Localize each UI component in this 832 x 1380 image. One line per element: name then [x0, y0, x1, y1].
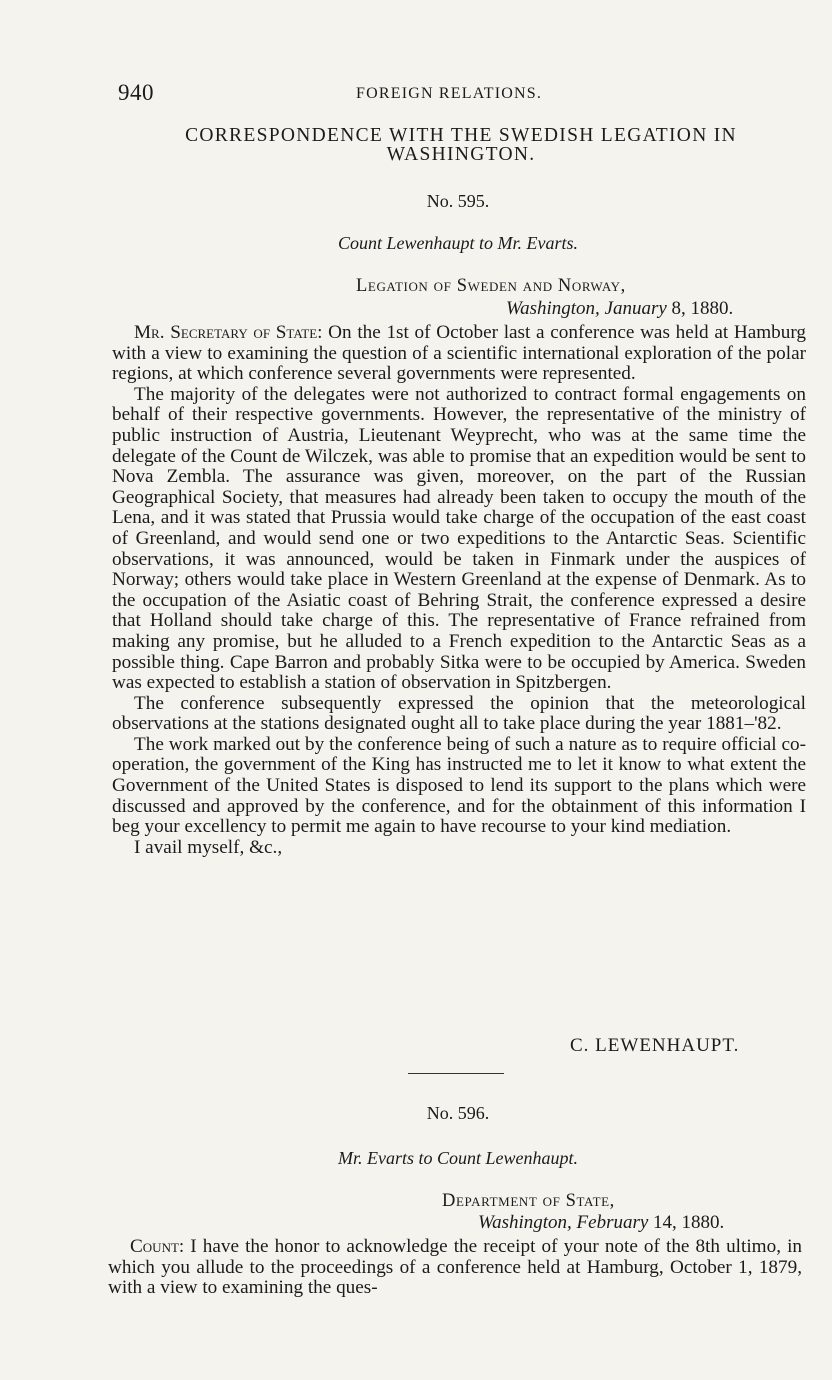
- doc-596-address-line: Department of State,: [442, 1191, 615, 1211]
- section-divider: [408, 1073, 504, 1074]
- doc-595-dateline: [506, 298, 796, 320]
- doc-595-signature: C. LEWENHAUPT.: [570, 1035, 740, 1056]
- doc-596-address: [442, 1191, 792, 1212]
- doc-596-body: [108, 1237, 802, 1299]
- running-head: [118, 80, 802, 110]
- doc-595-address: [356, 276, 786, 297]
- doc-595-number: No. 595.: [426, 191, 490, 211]
- doc-596-number: No. 596.: [426, 1103, 490, 1123]
- doc-595-salutation: Mr. Secretary of State: [134, 322, 318, 343]
- doc-595-date: 8, 1880.: [671, 298, 734, 319]
- doc-595-address-line: Legation of Sweden and Norway,: [356, 276, 626, 296]
- running-title: FOREIGN RELATIONS.: [356, 85, 543, 102]
- section-title: [116, 126, 806, 164]
- doc-596-salutation: Count: [130, 1236, 179, 1257]
- doc-596-date: 14, 1880.: [653, 1212, 725, 1233]
- doc-596-paragraph-1-text: : I have the honor to acknowledge the receipt of your note of the 8th ultimo, in which you allude to the proceedings of a conference held at Hamburg, October 1, 1879, with a view to examining the ques-: [108, 1236, 802, 1299]
- doc-596-paragraph-1: [108, 1237, 802, 1299]
- doc-595-place: Washington, January: [506, 298, 667, 319]
- doc-596-dateline: [478, 1212, 788, 1234]
- doc-595-closing: I avail myself, &c.,: [134, 836, 283, 858]
- doc-595-paragraph-3: The conference subsequently expressed the opinion that the meteorological observations at the stations designated ought all to take place during the year 1881–'82.: [112, 692, 806, 735]
- section-title-line-2: WASHINGTON.: [386, 144, 536, 165]
- doc-595-body: [112, 323, 806, 858]
- doc-595-paragraph-1-text: : On the 1st of October last a conference was held at Hamburg with a view to examining the question of a scientific international exploration of the polar regions, at which conference several governments were represented.: [112, 322, 806, 385]
- doc-595-paragraph-4: The work marked out by the conference being of such a nature as to require official co-operation, the government of the King has instructed me to let it know to what extent the Government of the United States is disposed to lend its support to the plans which were discussed and approved by the conference, and for the obtainment of this information I beg your excellency to permit me again to have recourse to your kind mediation.: [112, 733, 806, 838]
- page-number: 940: [118, 80, 154, 105]
- doc-595-paragraph-1: [112, 323, 806, 385]
- doc-595-paragraph-2: The majority of the delegates were not authorized to contract formal engagements on behalf of their respective governments. However, the representative of the ministry of public instruction of Austria, Lieutenant Weyprecht, who was at the same time the delegate of the Count de Wilczek, was able to promise that an expedition would be sent to Nova Zembla. The assurance was given, moreover, on the part of the Russian Geographical Society, that measures had already been taken to occupy the mouth of the Lena, and it was stated that Prussia would take charge of the occupation of the east coast of Greenland, and would send one or two expeditions to the Antarctic Seas. Scientific observations, it was announced, would be taken in Finmark under the auspices of Norway; others would take place in Western Greenland at the expense of Denmark. As to the occupation of the Asiatic coast of Behring Strait, the conference expressed a desire that Holland should take charge of this. The representative of France refrained from making any promise, but he alluded to a French expedition to the Antarctic Seas as a possible thing. Cape Barron and probably Sitka were to be occupied by America. Sweden was expected to establish a station of observation in Spitzbergen.: [112, 383, 806, 694]
- doc-596-heading: Mr. Evarts to Count Lewenhaupt.: [337, 1148, 578, 1168]
- doc-595-heading: Count Lewenhaupt to Mr. Evarts.: [337, 233, 578, 253]
- section-title-line-1: CORRESPONDENCE WITH THE SWEDISH LEGATION IN: [185, 125, 737, 146]
- doc-596-place: Washington, February: [478, 1212, 649, 1233]
